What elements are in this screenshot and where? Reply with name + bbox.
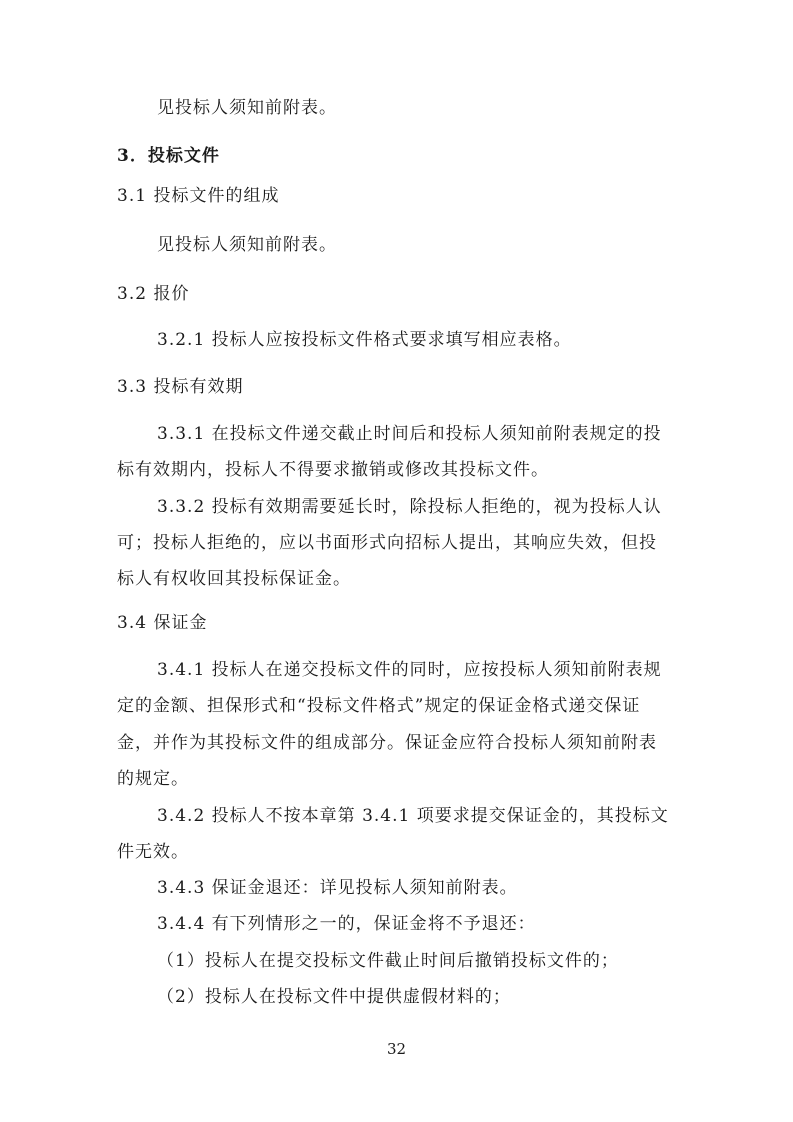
paragraph-line: 3.3.2 投标有效期需要延长时，除投标人拒绝的，视为投标人认 bbox=[157, 497, 662, 517]
paragraph-line: 标人有权收回其投标保证金。 bbox=[117, 569, 351, 589]
list-item: （2）投标人在投标文件中提供虚假材料的； bbox=[157, 987, 511, 1007]
paragraph-line: 见投标人须知前附表。 bbox=[157, 235, 337, 255]
subsection-heading: 3.4 保证金 bbox=[117, 613, 208, 633]
paragraph-line: 3.4.2 投标人不按本章第 3.4.1 项要求提交保证金的，其投标文 bbox=[157, 806, 669, 826]
paragraph-line: 定的金额、担保形式和“投标文件格式”规定的保证金格式递交保证 bbox=[117, 696, 641, 716]
paragraph-line: 可；投标人拒绝的，应以书面形式向招标人提出，其响应失效，但投 bbox=[117, 533, 657, 553]
paragraph-line: 3.2.1 投标人应按投标文件格式要求填写相应表格。 bbox=[157, 330, 572, 350]
paragraph-line: 3.4.1 投标人在递交投标文件的同时，应按投标人须知前附表规 bbox=[157, 660, 662, 680]
paragraph-line: 金，并作为其投标文件的组成部分。保证金应符合投标人须知前附表 bbox=[117, 733, 657, 753]
paragraph-line: 见投标人须知前附表。 bbox=[157, 98, 337, 118]
paragraph-line: 件无效。 bbox=[117, 842, 189, 862]
paragraph-line: 的规定。 bbox=[117, 769, 189, 789]
list-item: （1）投标人在提交投标文件截止时间后撤销投标文件的； bbox=[157, 951, 619, 971]
paragraph-line: 3.3.1 在投标文件递交截止时间后和投标人须知前附表规定的投 bbox=[157, 424, 662, 444]
paragraph-line: 3.4.3 保证金退还：详见投标人须知前附表。 bbox=[157, 878, 518, 898]
paragraph-line: 标有效期内，投标人不得要求撤销或修改其投标文件。 bbox=[117, 460, 549, 480]
subsection-heading: 3.1 投标文件的组成 bbox=[117, 186, 280, 206]
page-number: 32 bbox=[386, 1040, 407, 1058]
subsection-heading: 3.2 报价 bbox=[117, 284, 190, 304]
paragraph-line: 3.4.4 有下列情形之一的，保证金将不予退还： bbox=[157, 914, 536, 934]
section-heading: 3．投标文件 bbox=[117, 146, 220, 166]
subsection-heading: 3.3 投标有效期 bbox=[117, 377, 244, 397]
